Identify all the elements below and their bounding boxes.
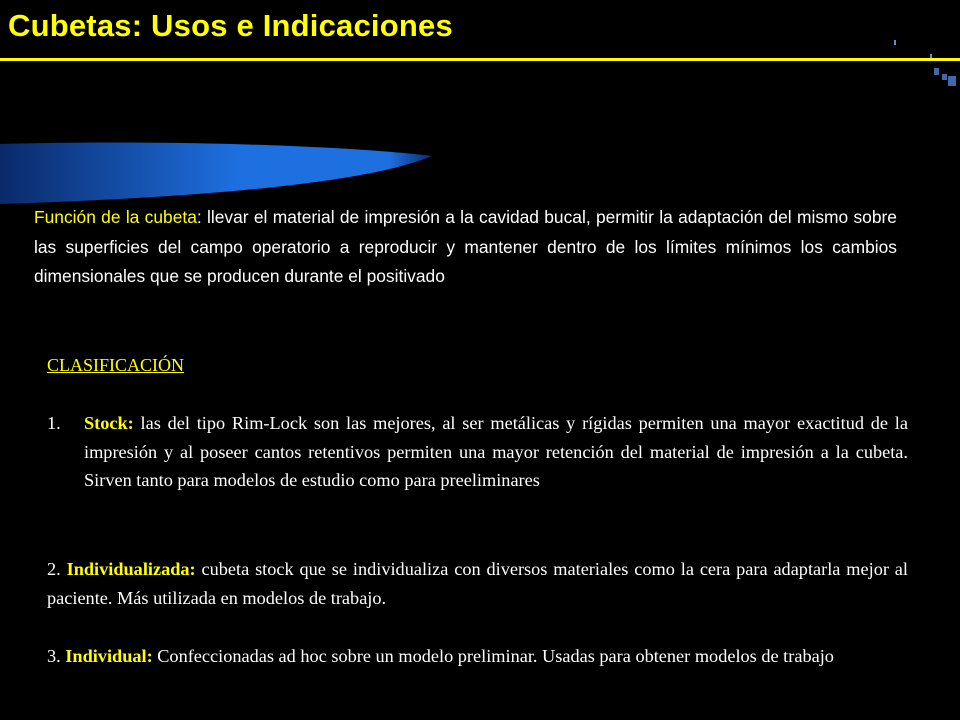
function-label: Función de la cubeta [34,207,197,227]
item-term: Individualizada: [66,559,196,579]
item-term: Stock: [84,413,134,433]
corner-decoration [890,40,960,100]
item-number: 1. [47,413,61,433]
item-description: cubeta stock que se individualiza con diversos materiales como la cera para adaptarla mejor al paciente. Más utilizada en modelos de trabajo. [47,559,909,608]
item-description: las del tipo Rim-Lock son las mejores, al ser metálicas y rígidas permiten una mayor exactitud de la impresión y al poseer cantos retentivos permiten una mayor retención del material de impresión a la cubeta. Sirven tanto para modelos de estudio como para preeliminares [84,413,908,490]
blue-swoosh-decoration [0,138,440,208]
classification-item-3 [47,642,908,671]
item-description: Confeccionadas ad hoc sobre un modelo preliminar. Usadas para obtener modelos de trabajo [152,646,834,666]
item-number: 2. [47,559,67,579]
title-underline [0,58,960,61]
function-text: llevar el material de impresión a la cavidad bucal, permitir la adaptación del mismo sobre las superficies del campo operatorio a reproducir y mantener dentro de los límites mínimos los cambios dimensionales que se producen durante el positivado [34,207,897,286]
classification-item-2 [47,555,908,612]
classification-heading: CLASIFICACIÓN [47,355,185,375]
item-term: Individual: [65,646,153,666]
function-paragraph [34,203,897,292]
slide-title: Cubetas: Usos e Indicaciones [8,8,453,43]
item-text [84,409,908,495]
item-number: 3. [47,646,66,666]
function-colon: : [196,207,202,227]
